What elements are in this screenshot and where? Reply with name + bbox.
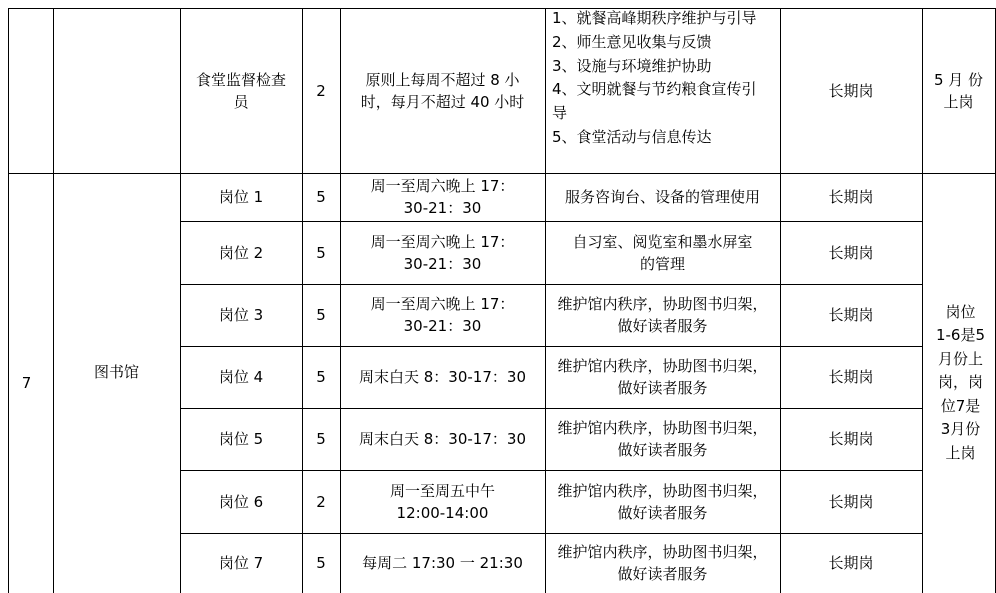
post-duties-cell xyxy=(545,346,780,408)
post-hours-cell xyxy=(340,470,545,533)
post-hours-cell-line: 周一至周六晚上 17： xyxy=(370,232,515,251)
department-value: 图书馆 xyxy=(93,363,139,381)
start-note-line: 位7是 xyxy=(940,396,981,415)
post-duties-cell-line: 维护馆内秩序，协助图书归架， xyxy=(557,419,768,437)
post-hours-cell xyxy=(340,408,545,470)
post-hours-cell-line: 周末白天 8：30-17：30 xyxy=(359,430,526,448)
post-hours-cell-line: 周一至周六晚上 17： xyxy=(370,295,515,313)
post-name-cell-line: 岗位 3 xyxy=(218,306,264,324)
post-type-cell-line: 长期岗 xyxy=(828,492,874,511)
post-hours-cell xyxy=(340,284,545,346)
post-name-cell xyxy=(180,221,302,284)
duty-item: 3、设施与环境维护协助 xyxy=(552,56,712,75)
start-note-line: 1-6是5 xyxy=(935,326,986,345)
duty-item: 导 xyxy=(552,104,568,123)
position-name-line: 员 xyxy=(233,92,249,111)
post-count-cell xyxy=(302,284,340,346)
post-count-cell xyxy=(302,533,340,593)
post-hours-cell xyxy=(340,173,545,221)
start-note-line: 月份上 xyxy=(937,349,983,368)
hours-line: 时，每月不超过 40 小时 xyxy=(360,92,525,111)
position-name-cell xyxy=(180,8,302,173)
post-name-cell-line: 岗位 6 xyxy=(218,492,264,511)
post-type-cell-line: 长期岗 xyxy=(828,306,874,324)
post-type-cell-line: 长期岗 xyxy=(828,368,874,386)
post-duties-cell-line: 做好读者服务 xyxy=(617,565,708,583)
duty-item: 4、文明就餐与节约粮食宣传引 xyxy=(552,80,757,99)
start-line: 上岗 xyxy=(943,92,974,111)
post-type-cell-line: 长期岗 xyxy=(828,430,874,448)
department-cell xyxy=(53,173,180,571)
start-note-line: 岗位 xyxy=(945,302,976,321)
post-duties-cell xyxy=(545,284,780,346)
post-count-cell xyxy=(302,173,340,221)
post-name-cell xyxy=(180,470,302,533)
post-count-cell xyxy=(302,346,340,408)
post-hours-cell-line: 30-21：30 xyxy=(403,254,482,273)
post-hours-cell-line: 周一至周六晚上 17： xyxy=(370,177,515,195)
post-name-cell-line: 岗位 2 xyxy=(218,243,264,262)
index-cell xyxy=(0,173,53,593)
post-duties-cell-line: 做好读者服务 xyxy=(617,379,708,397)
post-duties-cell-line: 做好读者服务 xyxy=(617,441,708,459)
post-hours-cell-line: 30-21：30 xyxy=(403,317,482,335)
post-name-cell-line: 岗位 4 xyxy=(218,368,264,386)
post-duties-cell xyxy=(545,470,780,533)
post-type-cell xyxy=(780,533,922,593)
post-name-cell xyxy=(180,173,302,221)
post-duties-cell-line: 维护馆内秩序，协助图书归架， xyxy=(557,357,768,375)
start-note-line: 上岗 xyxy=(945,443,976,462)
post-hours-cell-line: 每周二 17:30 一 21:30 xyxy=(362,554,523,572)
duties-cell xyxy=(552,7,776,150)
post-type-cell xyxy=(780,221,922,284)
post-duties-cell-line: 维护馆内秩序，协助图书归架， xyxy=(557,481,768,500)
post-type-cell xyxy=(780,173,922,221)
post-count-cell-line: 5 xyxy=(316,368,326,386)
post-count-cell-line: 5 xyxy=(316,306,326,324)
post-duties-cell-line: 做好读者服务 xyxy=(617,503,708,522)
post-count-cell xyxy=(302,408,340,470)
post-type-cell xyxy=(780,408,922,470)
post-duties-cell-line: 维护馆内秩序，协助图书归架， xyxy=(557,543,768,561)
post-duties-cell-line: 自习室、阅览室和墨水屏室 xyxy=(572,232,753,251)
post-type-cell xyxy=(780,284,922,346)
post-count-cell-line: 2 xyxy=(316,492,326,511)
post-duties-cell-line: 服务咨询台、设备的管理使用 xyxy=(564,188,760,206)
hours-line: 原则上每周不超过 8 小 xyxy=(365,70,520,89)
post-name-cell xyxy=(180,408,302,470)
post-hours-cell-line: 12:00-14:00 xyxy=(396,503,489,522)
hours-cell xyxy=(340,8,545,173)
type-cell xyxy=(780,8,922,173)
count-cell xyxy=(302,8,340,173)
post-name-cell-line: 岗位 1 xyxy=(218,188,264,206)
post-count-cell xyxy=(302,221,340,284)
index-value: 7 xyxy=(21,374,32,392)
post-hours-cell xyxy=(340,346,545,408)
post-duties-cell xyxy=(545,221,780,284)
position-name-line: 食堂监督检查 xyxy=(195,70,286,89)
start-note-cell xyxy=(922,173,995,593)
count-value: 2 xyxy=(316,81,326,100)
post-count-cell-line: 5 xyxy=(316,554,326,572)
type-value: 长期岗 xyxy=(828,81,874,100)
post-duties-cell xyxy=(545,533,780,593)
post-hours-cell-line: 周末白天 8：30-17：30 xyxy=(359,368,526,386)
duty-item: 1、就餐高峰期秩序维护与引导 xyxy=(552,9,757,27)
post-type-cell-line: 长期岗 xyxy=(828,554,874,572)
post-type-cell xyxy=(780,346,922,408)
post-hours-cell xyxy=(340,533,545,593)
post-type-cell-line: 长期岗 xyxy=(828,188,874,206)
duty-item: 2、师生意见收集与反馈 xyxy=(552,32,712,51)
post-count-cell-line: 5 xyxy=(316,243,326,262)
duty-item: 5、食堂活动与信息传达 xyxy=(552,127,712,146)
post-duties-cell-line: 的管理 xyxy=(639,254,685,273)
post-duties-cell-line: 做好读者服务 xyxy=(617,317,708,335)
post-count-cell-line: 5 xyxy=(316,188,326,206)
post-hours-cell-line: 30-21：30 xyxy=(403,199,482,217)
post-duties-cell xyxy=(545,173,780,221)
start-line: 5 月 份 xyxy=(933,70,984,89)
post-name-cell xyxy=(180,346,302,408)
post-count-cell-line: 5 xyxy=(316,430,326,448)
post-type-cell-line: 长期岗 xyxy=(828,243,874,262)
post-name-cell xyxy=(180,284,302,346)
post-type-cell xyxy=(780,470,922,533)
post-count-cell xyxy=(302,470,340,533)
post-hours-cell-line: 周一至周五中午 xyxy=(389,481,495,500)
post-duties-cell xyxy=(545,408,780,470)
start-cell xyxy=(922,8,995,173)
post-hours-cell xyxy=(340,221,545,284)
start-note-line: 岗，岗 xyxy=(937,373,983,392)
start-note-line: 3月份 xyxy=(940,420,981,439)
post-name-cell-line: 岗位 5 xyxy=(218,430,264,448)
post-name-cell xyxy=(180,533,302,593)
post-name-cell-line: 岗位 7 xyxy=(218,554,264,572)
post-duties-cell-line: 维护馆内秩序，协助图书归架， xyxy=(557,295,768,313)
